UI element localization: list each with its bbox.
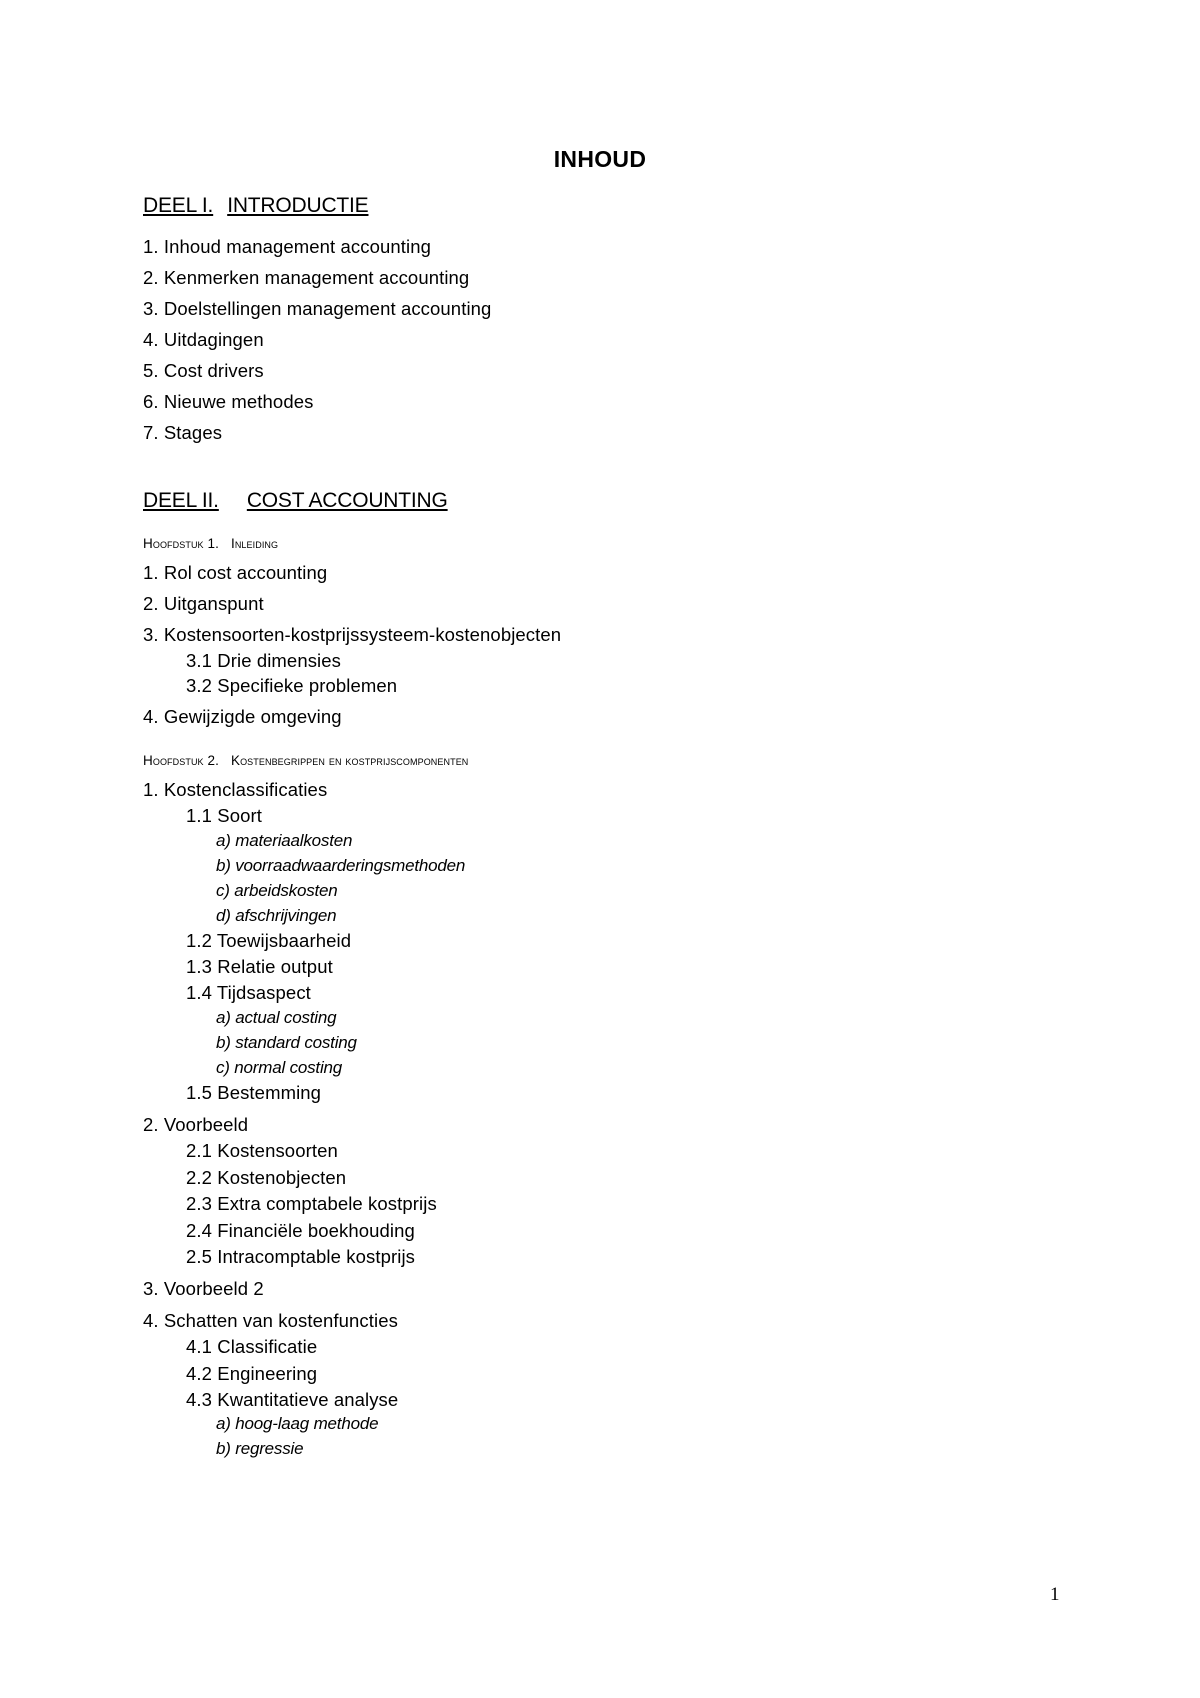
- toc-subentry: 1.4 Tijdsaspect: [186, 982, 311, 1003]
- toc-entry: 3. Kostensoorten-kostprijssysteem-kostenobjecten: [143, 624, 562, 645]
- chapter-1-name: Inleiding: [230, 536, 279, 551]
- toc-entry: 5. Cost drivers: [143, 360, 264, 381]
- toc-entry: 1. Kostenclassificaties: [143, 779, 328, 800]
- page-number: 1: [1050, 1584, 1060, 1605]
- toc-subentry: 1.2 Toewijsbaarheid: [186, 930, 352, 951]
- toc-entry: 2. Uitganspunt: [143, 593, 264, 614]
- page-title: INHOUD: [553, 146, 647, 172]
- toc-subentry: 2.2 Kostenobjecten: [186, 1167, 347, 1188]
- toc-entry: 1. Inhoud management accounting: [143, 236, 431, 257]
- toc-subentry: 4.2 Engineering: [186, 1363, 318, 1384]
- toc-subentry: 3.2 Specifieke problemen: [186, 675, 398, 696]
- toc-subentry: 3.1 Drie dimensies: [186, 650, 342, 671]
- toc-entry: 3. Doelstellingen management accounting: [143, 298, 492, 319]
- toc-subentry: 2.1 Kostensoorten: [186, 1140, 338, 1161]
- toc-subsubentry: b) standard costing: [216, 1033, 357, 1052]
- toc-subsubentry: a) actual costing: [216, 1008, 337, 1027]
- toc-entry: 2. Voorbeeld: [143, 1114, 249, 1135]
- toc-entry: 3. Voorbeeld 2: [143, 1278, 264, 1299]
- toc-subentry: 4.1 Classificatie: [186, 1336, 318, 1357]
- chapter-2-label: Hoofdstuk 2.: [143, 753, 219, 768]
- part-heading-2: [143, 489, 448, 513]
- chapter-1-label: Hoofdstuk 1.: [143, 536, 219, 551]
- toc-subentry: 4.3 Kwantitatieve analyse: [186, 1389, 399, 1410]
- part-2-name: COST ACCOUNTING: [246, 489, 448, 512]
- toc-entry: 4. Schatten van kostenfuncties: [143, 1310, 398, 1331]
- toc-subsubentry: c) normal costing: [216, 1058, 343, 1077]
- toc-entry: 4. Gewijzigde omgeving: [143, 706, 342, 727]
- toc-subsubentry: a) hoog-laag methode: [216, 1414, 379, 1433]
- toc-entry: 1. Rol cost accounting: [143, 562, 328, 583]
- toc-subentry: 2.5 Intracomptable kostprijs: [186, 1246, 416, 1267]
- toc-subsubentry: b) regressie: [216, 1439, 304, 1458]
- toc-entry: 6. Nieuwe methodes: [143, 391, 314, 412]
- toc-subsubentry: d) afschrijvingen: [216, 906, 337, 925]
- toc-subentry: 2.4 Financiële boekhouding: [186, 1220, 415, 1241]
- toc-subsubentry: c) arbeidskosten: [216, 881, 338, 900]
- toc-entry: 2. Kenmerken management accounting: [143, 267, 470, 288]
- toc-subentry: 1.5 Bestemming: [186, 1082, 322, 1103]
- part-1-label: DEEL I.: [143, 194, 214, 217]
- toc-entry: 7. Stages: [143, 422, 223, 443]
- toc-subsubentry: b) voorraadwaarderingsmethoden: [216, 856, 466, 875]
- chapter-heading-2: [143, 753, 468, 768]
- part-heading-1: [143, 194, 368, 218]
- toc-subentry: 1.3 Relatie output: [186, 956, 333, 977]
- toc-subsubentry: a) materiaalkosten: [216, 831, 353, 850]
- chapter-heading-1: [143, 536, 278, 551]
- toc-entry: 4. Uitdagingen: [143, 329, 264, 350]
- chapter-2-name: Kostenbegrippen en kostprijscomponenten: [230, 753, 469, 768]
- part-2-label: DEEL II.: [143, 489, 219, 512]
- toc-subentry: 2.3 Extra comptabele kostprijs: [186, 1193, 437, 1214]
- toc-subentry: 1.1 Soort: [186, 805, 262, 826]
- part-1-name: INTRODUCTIE: [227, 194, 369, 217]
